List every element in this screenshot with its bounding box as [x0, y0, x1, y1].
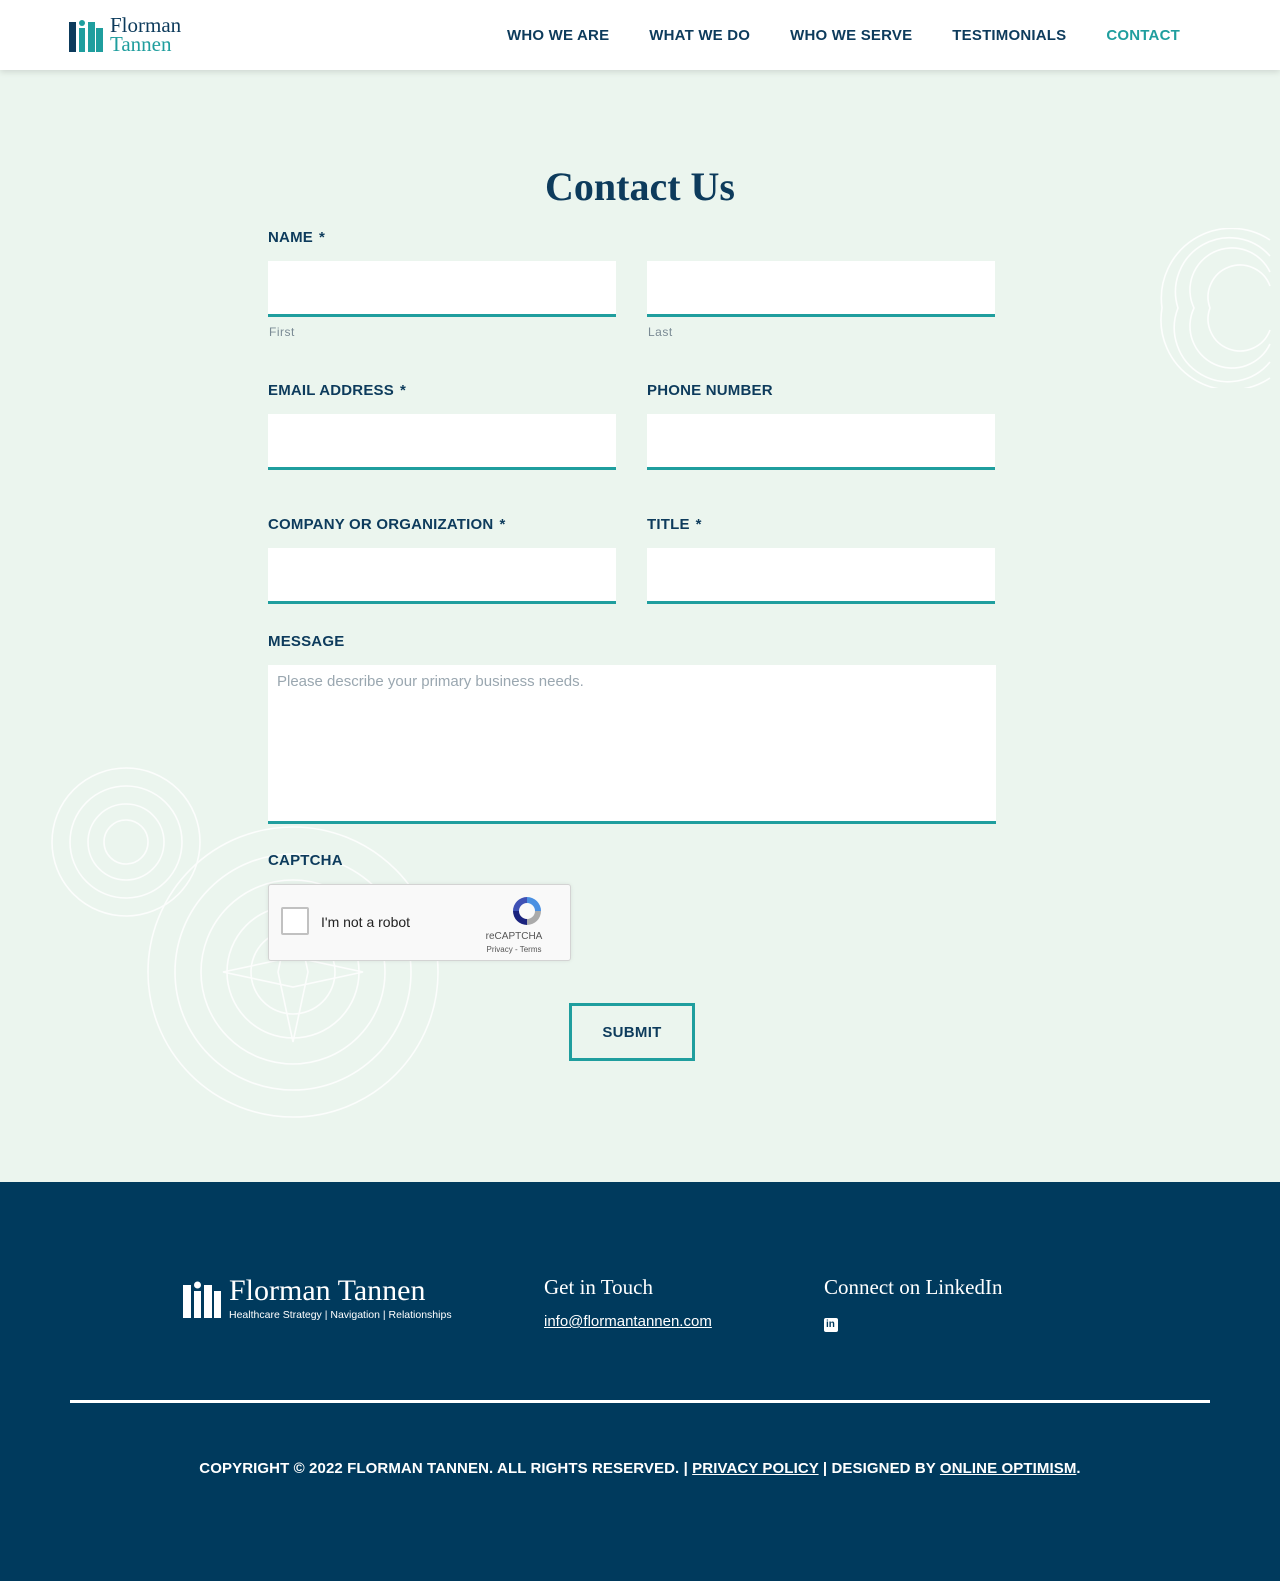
message-placeholder: Please describe your primary business needs.	[277, 673, 584, 690]
linkedin-icon-glyph: in	[826, 1319, 835, 1330]
email-input[interactable]	[268, 414, 616, 470]
footer-divider	[70, 1400, 1210, 1403]
first-name-input[interactable]	[268, 261, 616, 317]
required-mark: *	[695, 516, 702, 533]
site-header	[0, 0, 1280, 70]
nav-who-we-are[interactable]: WHO WE ARE	[507, 26, 610, 44]
title-label-text: TITLE	[647, 516, 690, 533]
name-label	[268, 229, 325, 246]
phone-label: PHONE NUMBER	[647, 382, 773, 399]
name-label-text: NAME	[268, 229, 313, 246]
designer-link[interactable]: ONLINE OPTIMISM	[939, 1460, 1077, 1477]
email-label-text: EMAIL ADDRESS	[268, 382, 394, 399]
recaptcha-checkbox[interactable]	[281, 907, 309, 935]
nav-what-we-do[interactable]: WHAT WE DO	[649, 26, 751, 44]
message-label: MESSAGE	[268, 633, 345, 650]
footer-logo[interactable]	[183, 1274, 452, 1321]
phone-input[interactable]	[647, 414, 995, 470]
captcha-label: CAPTCHA	[268, 852, 343, 869]
footer-logo-mark-icon	[183, 1280, 221, 1318]
footer-logo-tagline: Healthcare Strategy | Navigation | Relationships	[229, 1309, 452, 1321]
recaptcha-links[interactable]: Privacy - Terms	[486, 945, 542, 954]
nav-who-we-serve[interactable]: WHO WE SERVE	[790, 26, 913, 44]
message-textarea[interactable]	[268, 665, 996, 824]
linkedin-icon[interactable]	[824, 1318, 838, 1332]
privacy-policy-link[interactable]: PRIVACY POLICY	[692, 1460, 819, 1477]
required-mark: *	[399, 382, 406, 399]
submit-button[interactable]: SUBMIT	[569, 1003, 695, 1061]
footer-logo-name: Florman Tannen	[229, 1274, 426, 1307]
nav-testimonials[interactable]: TESTIMONIALS	[952, 26, 1067, 44]
copyright-period: .	[1076, 1460, 1081, 1477]
nav-contact[interactable]: CONTACT	[1106, 26, 1180, 44]
required-mark: *	[318, 229, 326, 246]
linkedin-heading: Connect on LinkedIn	[824, 1275, 1003, 1299]
email-label	[268, 382, 406, 399]
logo-line2: Tannen	[110, 32, 172, 56]
last-name-sublabel: Last	[648, 325, 673, 339]
recaptcha-icon	[509, 893, 545, 929]
logo-mark-icon	[69, 18, 103, 52]
company-label-text: COMPANY OR ORGANIZATION	[268, 516, 494, 533]
title-input[interactable]	[647, 548, 995, 604]
first-name-sublabel: First	[269, 325, 295, 339]
company-input[interactable]	[268, 548, 616, 604]
copyright-text: COPYRIGHT © 2022 FLORMAN TANNEN. ALL RIGHTS RESERVED. |	[199, 1460, 688, 1477]
recaptcha-brand: reCAPTCHA	[485, 931, 543, 942]
page-title: Contact Us	[545, 164, 735, 209]
site-footer	[0, 1182, 1280, 1581]
recaptcha-widget	[268, 884, 571, 961]
footer-email-link[interactable]: info@flormantannen.com	[544, 1313, 712, 1330]
main-nav	[507, 0, 1180, 70]
company-label	[268, 516, 505, 533]
last-name-input[interactable]	[647, 261, 995, 317]
copyright-line	[0, 1460, 1280, 1477]
required-mark: *	[499, 516, 506, 533]
decorative-swirl-right	[1150, 228, 1280, 388]
logo-line1: Florman	[110, 13, 182, 37]
get-in-touch-heading: Get in Touch	[544, 1275, 653, 1299]
title-label	[647, 516, 702, 533]
designed-by-text: | DESIGNED BY	[822, 1460, 936, 1477]
recaptcha-text: I'm not a robot	[321, 914, 411, 930]
header-logo[interactable]	[69, 13, 182, 56]
